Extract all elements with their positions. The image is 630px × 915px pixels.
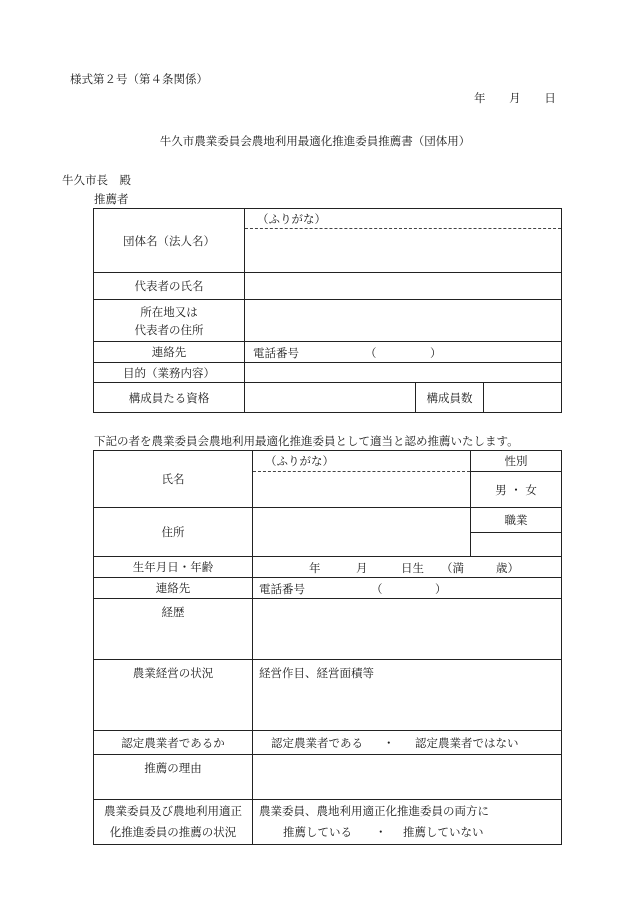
certified-separator: ・: [383, 736, 395, 750]
candidate-name-field[interactable]: [253, 472, 471, 508]
career-row: [94, 599, 562, 660]
org-furigana-area[interactable]: [245, 209, 561, 229]
dual-no-option[interactable]: 推薦していない: [403, 825, 484, 839]
reason-label: 推薦の理由: [94, 755, 253, 800]
candidate-furigana-row: [94, 451, 562, 472]
member-count-field[interactable]: [484, 383, 562, 413]
rep-name-label: 代表者の氏名: [94, 273, 245, 300]
recommender-label: 推薦者: [94, 192, 129, 206]
form-number: 様式第２号（第４条関係）: [70, 72, 208, 86]
candidate-contact-row: [94, 578, 562, 599]
dual-label-line1: 農業委員及び農地利用適正: [104, 804, 242, 818]
certified-yes-option[interactable]: 認定農業者である: [271, 736, 363, 750]
org-phone-label: 電話番号: [253, 346, 299, 360]
purpose-row: [94, 363, 562, 383]
farm-status-hint: 経営作目、経営面積等: [259, 666, 374, 680]
certified-label: 認定農業者であるか: [94, 731, 253, 755]
dual-recommendation-label: [94, 800, 253, 845]
org-furigana-label: （ふりがな）: [257, 212, 326, 226]
dual-text-line1: 農業委員、農地利用適正化推進委員の両方に: [259, 804, 489, 818]
farm-status-row: [94, 660, 562, 731]
dual-separator: ・: [375, 825, 387, 839]
birth-label: 生年月日・年齢: [94, 557, 253, 578]
address-label: [94, 300, 245, 342]
dual-recommendation-field[interactable]: [253, 800, 562, 845]
org-contact-row: [94, 342, 562, 363]
farm-status-label: 農業経営の状況: [94, 660, 253, 731]
purpose-label: 目的（業務内容）: [94, 363, 245, 383]
rep-name-field[interactable]: [245, 273, 562, 300]
birth-month: 月: [356, 561, 368, 575]
candidate-address-label: 住所: [94, 508, 253, 557]
birth-row: [94, 557, 562, 578]
career-label: 経歴: [94, 599, 253, 660]
certified-no-option[interactable]: 認定農業者ではない: [415, 736, 519, 750]
rep-name-row: [94, 273, 562, 300]
reason-row: [94, 755, 562, 800]
candidate-phone-close: ）: [435, 582, 447, 596]
org-name-label: 団体名（法人名）: [94, 209, 245, 273]
certified-field[interactable]: [253, 731, 562, 755]
candidate-name-label: 氏名: [94, 451, 253, 508]
dual-label-line2: 化推進委員の推薦の状況: [109, 825, 237, 839]
address-field[interactable]: [245, 300, 562, 342]
date-year: 年: [474, 91, 486, 105]
addressee: 牛久市長 殿: [62, 173, 131, 187]
candidate-furigana-field[interactable]: [253, 451, 471, 472]
qualification-row: [94, 383, 562, 413]
candidate-address-row: [94, 508, 562, 533]
address-row: [94, 300, 562, 342]
candidate-table: [93, 450, 562, 845]
org-phone-close: ）: [430, 346, 442, 360]
birth-year: 年: [309, 561, 321, 575]
org-name-row: [94, 209, 562, 273]
date-month: 月: [509, 91, 521, 105]
candidate-phone-field[interactable]: [253, 578, 562, 599]
address-label-line1: 所在地又は: [140, 304, 198, 319]
member-count-label: 構成員数: [416, 383, 484, 413]
date-line: [474, 90, 556, 106]
org-phone-open: （: [365, 346, 377, 360]
recommendation-statement: 下記の者を農業委員会農地利用最適化推進委員として適当と認め推薦いたします。: [94, 434, 519, 448]
candidate-contact-label: 連絡先: [94, 578, 253, 599]
dual-recommendation-row: [94, 800, 562, 845]
birth-day: 日生: [401, 561, 424, 575]
org-name-cell[interactable]: [245, 209, 562, 273]
occupation-header: 職業: [471, 508, 562, 533]
qualification-label: 構成員たる資格: [94, 383, 245, 413]
organization-table: [93, 208, 562, 413]
candidate-furigana-label: （ふりがな）: [265, 454, 334, 468]
age-close: 歳）: [496, 561, 519, 575]
candidate-phone-open: （: [371, 582, 383, 596]
certified-row: [94, 731, 562, 755]
address-label-line2: 代表者の住所: [134, 322, 204, 337]
candidate-phone-label: 電話番号: [259, 582, 305, 596]
candidate-address-field[interactable]: [253, 508, 471, 557]
gender-options[interactable]: 男 ・ 女: [471, 472, 562, 508]
org-phone-field[interactable]: [245, 342, 562, 363]
page-title: 牛久市農業委員会農地利用最適化推進委員推薦書（団体用）: [159, 134, 471, 148]
qualification-field[interactable]: [245, 383, 416, 413]
farm-status-field[interactable]: [253, 660, 562, 731]
gender-header: 性別: [471, 451, 562, 472]
occupation-field[interactable]: [471, 533, 562, 557]
birth-field[interactable]: [253, 557, 562, 578]
age-open: （満: [441, 561, 464, 575]
career-field[interactable]: [253, 599, 562, 660]
org-contact-label: 連絡先: [94, 342, 245, 363]
date-day: 日: [544, 91, 556, 105]
reason-field[interactable]: [253, 755, 562, 800]
dual-yes-option[interactable]: 推薦している: [283, 825, 352, 839]
purpose-field[interactable]: [245, 363, 562, 383]
